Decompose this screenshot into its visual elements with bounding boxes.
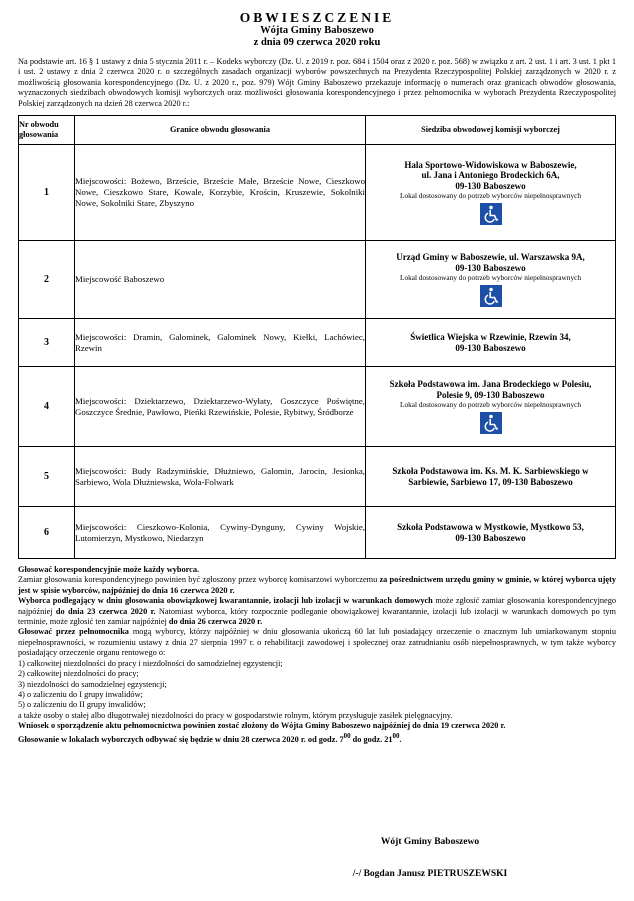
commission-seat <box>366 145 616 241</box>
table-row <box>19 241 616 319</box>
proxy-paragraph <box>18 627 616 658</box>
district-number: 2 <box>19 241 75 319</box>
quarantine-paragraph <box>18 596 616 627</box>
proxy-deadline: Wniosek o sporządzenie aktu pełnomocnictwa powinien zostać złożony do Wójta Gminy Baboszewo najpóźniej do dnia 19 czerwca 2020 r. <box>18 721 506 731</box>
list-item: 1) całkowitej niezdolności do pracy i niezdolności do samodzielnej egzystencji; <box>18 658 283 668</box>
seat-line: 09-130 Baboszewo <box>455 342 526 353</box>
district-boundaries: Miejscowości: Budy Radzymińskie, Dłużniewo, Galomin, Jarocin, Jesionka, Sarbiewo, Wola Dłużniewska, Wola-Folwark <box>75 447 366 507</box>
district-boundaries: Miejscowości: Cieszkowo-Kolonia, Cywiny-Dynguny, Cywiny Wojskie, Lutomierzyn, Mystkowo, Niedarzyn <box>75 507 366 559</box>
seat-line: 09-130 Baboszewo <box>455 532 526 543</box>
seat-line: Szkoła Podstawowa im. Ks. M. K. Sarbiewskiego w <box>392 465 589 476</box>
district-number: 5 <box>19 447 75 507</box>
table-row <box>19 447 616 507</box>
list-item: 5) o zaliczeniu do II grupy inwalidów; <box>18 700 146 710</box>
commission-seat <box>366 319 616 367</box>
seat-line: ul. Jana i Antoniego Brodeckich 6A, <box>421 170 560 181</box>
text-span-bold: do dnia 26 czerwca 2020 r. <box>168 617 263 627</box>
district-number: 3 <box>19 319 75 367</box>
wheelchair-icon <box>480 412 502 434</box>
text-span-bold: za pośrednictwem urzędu gminy w gminie, w której wyborca ujęty jest w spisie wyborców, najpóźniej do dnia 16 czerwca 2020 r. <box>18 575 616 595</box>
document-issuer: Wójta Gminy Baboszewo <box>260 25 374 36</box>
intro-paragraph: Na podstawie art. 16 § 1 ustawy z dnia 5 stycznia 2011 r. – Kodeks wyborczy (Dz. U. z 2019 r. poz. 684 i 1504 oraz z 2020 r. poz. 568) w związku z art. 2 ust. 1 i art. 3 ust. 1 pkt 1 i ust. 2 ustawy z dnia 2 czerwca 2020 r. o szczególnych zasadach organizacji wyborów powszechnych na Prezydenta Rzeczypospolitej Polskiej zarządzonych w 2020 r. z możliwością głosowania korespondencyjnego (Dz. U. z 2020 r., poz. 979) Wójt Gminy Baboszewo przekazuje informację o numerach oraz granicach obwodów głosowania, wyznaczonych siedzibach obwodowych komisji wyborczych oraz możliwości głosowania korespondencyjnego i przez pełnomocnika w wyborach Prezydenta Rzeczypospolitej Polskiej zarządzonych na dzień 28 czerwca 2020 r.: <box>18 57 616 108</box>
text-span-bold: do dnia 23 czerwca 2020 r. <box>55 606 156 616</box>
header-commission-seat: Siedziba obwodowej komisji wyborczej <box>366 116 616 145</box>
voting-hours <box>18 732 616 745</box>
accessibility-note: Lokal dostosowany do potrzeb wyborców niepełnosprawnych <box>400 191 581 201</box>
document-date: z dnia 09 czerwca 2020 roku <box>253 37 381 48</box>
text-span: mogą wyborcy, którzy najpóźniej w dniu głosowania ukończą 60 lat lub posiadający orzeczenie o znacznym lub umiarkowanym stopniu niepełnosprawności, w rozumieniu ustawy z dnia 27 sierpnia 1997 r. o rehabilitacji zawodowej i społecznej oraz zatrudnianiu osób niepełnosprawnych, w tym także wyborcy posiadający orzeczenie organu rentowego o: <box>18 627 617 658</box>
text-span-bold: Wyborca podlegający w dniu głosowania obowiązkowej kwarantannie, izolacji lub izolacji w warunkach domowych <box>18 596 433 606</box>
accessibility-note: Lokal dostosowany do potrzeb wyborców niepełnosprawnych <box>400 400 581 410</box>
commission-seat <box>366 367 616 447</box>
superscript: 00 <box>343 732 351 740</box>
list-item: 2) całkowitej niezdolności do pracy; <box>18 669 139 679</box>
district-number: 4 <box>19 367 75 447</box>
district-number: 1 <box>19 145 75 241</box>
list-item: 4) o zaliczeniu do I grupy inwalidów; <box>18 689 143 699</box>
table-header-row <box>19 116 616 145</box>
district-boundaries: Miejscowości: Bożewo, Brzeście, Brzeście Małe, Brzeście Nowe, Cieszkowo Nowe, Cieszkowo Stare, Kowale, Korzybie, Krościn, Kruszewie, Sokolniki Nowe, Sokolniki Stare, Zbyszyno <box>75 145 366 241</box>
voting-information <box>18 565 616 745</box>
table-row <box>19 507 616 559</box>
seat-line: 09-130 Baboszewo <box>455 180 526 191</box>
table-row <box>19 367 616 447</box>
table-row <box>19 145 616 241</box>
district-number: 6 <box>19 507 75 559</box>
accessibility-note: Lokal dostosowany do potrzeb wyborców niepełnosprawnych <box>400 273 581 283</box>
seat-line: Szkoła Podstawowa im. Jana Brodeckiego w Polesiu, <box>389 378 592 389</box>
farmers-paragraph: a także osoby o stałej albo długotrwałej niezdolności do pracy w gospodarstwie rolnym, którym przysługuje zasiłek pielęgnacyjny. <box>18 710 453 720</box>
header-district-number: Nr obwodu głosowania <box>19 116 75 145</box>
text-span: Głosowanie w lokalach wyborczych odbywać się będzie w dniu 28 czerwca 2020 r. od godz. 7 <box>18 734 344 744</box>
seat-line: Sarbiewie, Sarbiewo 17, 09-130 Baboszewo <box>408 476 573 487</box>
text-span: . <box>399 734 402 744</box>
superscript: 00 <box>392 732 400 740</box>
districts-table <box>18 115 616 559</box>
wheelchair-icon <box>480 203 502 225</box>
seat-line: Szkoła Podstawowa w Mystkowie, Mystkowo 53, <box>397 521 584 532</box>
document-page <box>18 10 616 745</box>
signatory-role: Wójt Gminy Baboszewo <box>380 837 480 847</box>
text-span-bold: Głosować przez pełnomocnika <box>18 627 129 637</box>
correspondence-heading: Głosować korespondencyjnie może każdy wyborca. <box>18 565 200 575</box>
seat-line: Świetlica Wiejska w Rzewinie, Rzewin 34, <box>410 331 571 342</box>
list-item: 3) niezdolności do samodzielnej egzystencji; <box>18 679 167 689</box>
wheelchair-icon <box>480 285 502 307</box>
text-span: Natomiast wyborca, który rozpocznie podleganie obowiązkowej kwarantannie, izolacji lub izolacji w warunkach domowych po tym terminie, może zgłosić ten zamiar najpóźniej <box>18 606 616 627</box>
seat-line: 09-130 Baboszewo <box>455 262 526 273</box>
header-district-boundaries: Granice obwodu głosowania <box>75 116 366 145</box>
text-span: może zgłosić zamiar głosowania korespondencyjnego najpóźniej <box>18 596 617 616</box>
commission-seat <box>366 507 616 559</box>
district-boundaries: Miejscowość Baboszewo <box>75 241 366 319</box>
commission-seat <box>366 241 616 319</box>
text-span: do godz. 21 <box>350 734 393 744</box>
seat-line: Urząd Gminy w Baboszewie, ul. Warszawska 9A, <box>396 251 585 262</box>
document-title: OBWIESZCZENIE <box>239 10 395 25</box>
district-boundaries: Miejscowości: Dramin, Galominek, Galominek Nowy, Kiełki, Lachówiec, Rzewin <box>75 319 366 367</box>
commission-seat <box>366 447 616 507</box>
table-row <box>19 319 616 367</box>
seat-line: Hala Sportowo-Widowiskowa w Baboszewie, <box>404 159 577 170</box>
district-boundaries: Miejscowości: Dziektarzewo, Dziektarzewo-Wyłaty, Goszczyce Poświętne, Goszczyce Średnie, Pawłowo, Pieńki Rzewińskie, Polesie, Rybitwy, Śródborze <box>75 367 366 447</box>
signatory-name: /-/ Bogdan Janusz PIETRUSZEWSKI <box>352 869 508 879</box>
seat-line: Polesie 9, 09-130 Baboszewo <box>436 389 545 400</box>
text-span: Zamiar głosowania korespondencyjnego powinien być zgłoszony przez wyborcę komisarzowi wyborczemu <box>18 575 380 585</box>
correspondence-paragraph <box>18 575 616 596</box>
